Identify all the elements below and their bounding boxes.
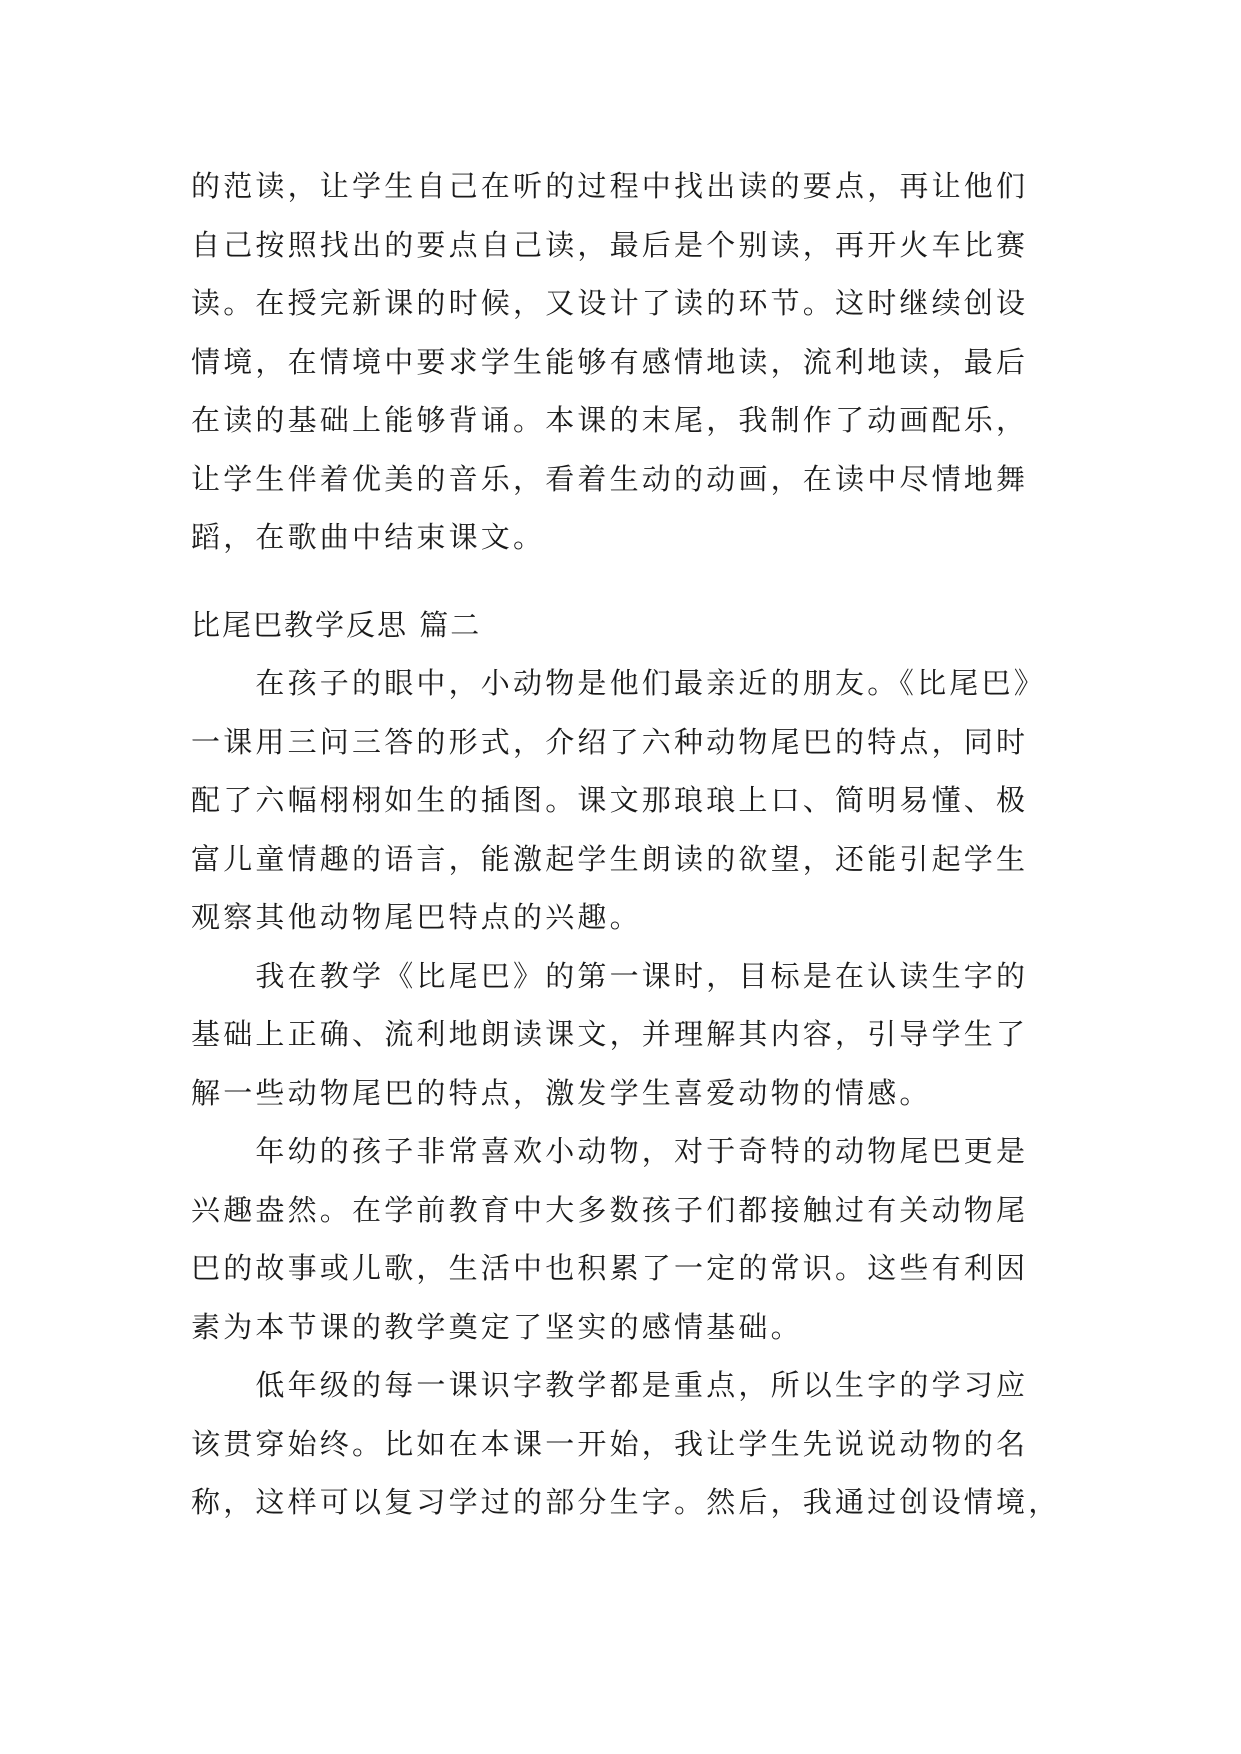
text-line: 蹈，在歌曲中结束课文。 [191,520,546,554]
text-line: 该贯穿始终。比如在本课一开始，我让学生先说说动物的名 [191,1426,1029,1461]
text-line: 自己按照找出的要点自己读，最后是个别读，再开火车比赛 [191,227,1029,262]
text-line: 一课用三问三答的形式，介绍了六种动物尾巴的特点，同时 [191,724,1029,759]
section-heading: 比尾巴教学反思 篇二 [191,608,482,642]
text-line: 配了六幅栩栩如生的插图。课文那琅琅上口、简明易懂、极 [191,783,1029,817]
text-line: 富儿童情趣的语言，能激起学生朗读的欲望，还能引起学生 [191,841,1029,876]
text-line: 的范读，让学生自己在听的过程中找出读的要点，再让他们 [191,169,1029,203]
text-line: 兴趣盎然。在学前教育中大多数孩子们都接触过有关动物尾 [191,1192,1029,1227]
text-line: 读。在授完新课的时候，又设计了读的环节。这时继续创设 [191,286,1029,320]
text-line: 年幼的孩子非常喜欢小动物，对于奇特的动物尾巴更是 [191,1134,1029,1168]
text-line: 素为本节课的教学奠定了坚实的感情基础。 [191,1309,803,1344]
text-line: 我在教学《比尾巴》的第一课时，目标是在认读生字的 [191,958,1029,993]
text-line: 在孩子的眼中，小动物是他们最亲近的朋友。《比尾巴》 [191,666,1046,700]
text-line: 在读的基础上能够背诵。本课的末尾，我制作了动画配乐， [191,403,1029,437]
text-line: 基础上正确、流利地朗读课文，并理解其内容，引导学生了 [191,1017,1029,1051]
text-line: 情境，在情境中要求学生能够有感情地读，流利地读，最后 [191,344,1029,379]
intro-paragraph [191,157,1053,567]
text-line: 解一些动物尾巴的特点，激发学生喜爱动物的情感。 [191,1075,932,1110]
text-line: 让学生伴着优美的音乐，看着生动的动画，在读中尽情地舞 [191,461,1029,496]
text-line: 低年级的每一课识字教学都是重点，所以生字的学习应 [191,1368,1029,1402]
text-line: 观察其他动物尾巴特点的兴趣。 [191,900,642,934]
text-line: 巴的故事或儿歌，生活中也积累了一定的常识。这些有利因 [191,1251,1029,1285]
body-paragraphs [191,654,1061,1532]
text-line: 称，这样可以复习学过的部分生字。然后，我通过创设情境， [191,1485,1061,1519]
